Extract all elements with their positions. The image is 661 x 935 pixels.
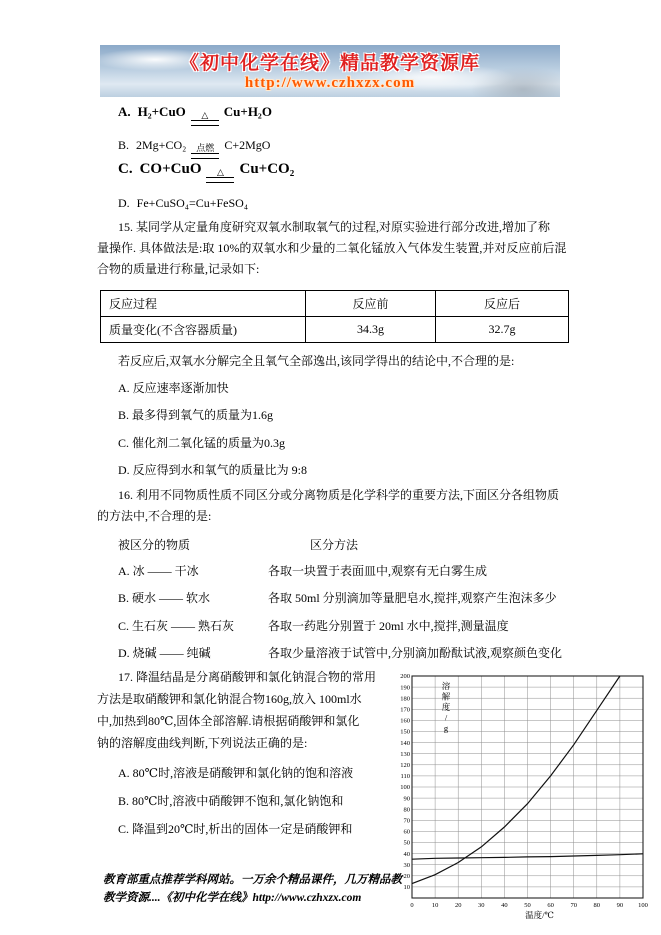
- equation-reactants: CO+CuO: [139, 161, 202, 177]
- option-label: A.: [118, 104, 131, 119]
- q15-question: 若反应后,双氧水分解完全且氧气全部逸出,该同学得出的结论中,不合理的是:: [118, 354, 515, 368]
- svg-text:130: 130: [400, 750, 410, 758]
- svg-text:60: 60: [403, 828, 410, 836]
- svg-text:100: 100: [638, 902, 648, 909]
- q15-option-b: B. 最多得到氧气的质量为1.6g: [118, 408, 274, 422]
- condition-ignite: 点燃: [196, 143, 215, 153]
- svg-text:60: 60: [547, 902, 554, 909]
- x-axis-label: 温度/℃: [525, 910, 554, 920]
- svg-text:50: 50: [403, 839, 410, 847]
- table-header-cell: 反应前: [306, 291, 436, 317]
- svg-text:170: 170: [400, 706, 410, 714]
- q16-row-a-pair: A. 冰 —— 干冰: [118, 564, 199, 578]
- q17-stem-line: 方法是取硝酸钾和氯化钠混合物160g,放入 100ml水: [97, 692, 362, 706]
- table-header-cell: 反应过程: [101, 291, 306, 317]
- y-axis-label-char: /: [444, 712, 448, 723]
- q16-row-b-pair: B. 硬水 —— 软水: [118, 591, 211, 605]
- equation-reactants: 2Mg+CO₂: [136, 138, 187, 152]
- q17-stem-line: 钠的溶解度曲线判断,下列说法正确的是:: [97, 736, 308, 750]
- svg-text:90: 90: [616, 902, 624, 909]
- solubility-chart: [388, 666, 654, 922]
- y-axis-label-char: 度: [441, 702, 451, 712]
- svg-text:40: 40: [501, 902, 508, 909]
- site-banner: [100, 45, 560, 97]
- table-header-cell: 反应后: [436, 291, 569, 317]
- banner-url: http://www.czhxzx.com: [244, 75, 416, 91]
- svg-text:190: 190: [400, 684, 410, 692]
- mass-table: [100, 290, 569, 343]
- option-label: C.: [118, 161, 133, 177]
- q15-option-d: D. 反应得到水和氧气的质量比为 9:8: [118, 463, 308, 477]
- q15-stem-line: 量操作. 具体做法是:取 10%的双氧水和少量的二氧化锰放入气体发生装置,并对反应前后混: [97, 241, 567, 255]
- svg-text:120: 120: [400, 762, 410, 769]
- option-label: D.: [118, 196, 130, 210]
- table-cell: 质量变化(不含容器质量): [101, 317, 306, 343]
- svg-text:70: 70: [570, 902, 577, 909]
- svg-text:110: 110: [400, 773, 410, 781]
- equation-products: Cu+CO₂: [239, 161, 295, 177]
- q16-stem-line: 的方法中,不合理的是:: [97, 509, 212, 523]
- svg-text:30: 30: [478, 902, 485, 909]
- reaction-condition-arrow: [206, 168, 234, 183]
- q17-option-b: B. 80℃时,溶液中硝酸钾不饱和,氯化钠饱和: [118, 794, 344, 808]
- svg-text:200: 200: [400, 673, 410, 681]
- svg-text:90: 90: [403, 795, 410, 803]
- reaction-condition-arrow: [191, 111, 219, 126]
- reaction-condition-arrow: [191, 144, 219, 159]
- footer-line: 教育部重点推荐学科网站。一万余个精品课件，几万精品教: [103, 874, 402, 886]
- q16-row-a-method: 各取一块置于表面皿中,观察有无白雾生成: [268, 564, 488, 578]
- banner-title: 《初中化学在线》精品教学资源库: [179, 53, 480, 74]
- double-line-icon: [206, 177, 234, 183]
- q15-option-a: A. 反应速率逐渐加快: [118, 381, 229, 395]
- table-cell-mass-after: 32.7g: [436, 317, 569, 343]
- q16-stem-line: 16. 利用不同物质性质不同区分或分离物质是化学科学的重要方法,下面区分各组物质: [118, 488, 560, 502]
- svg-text:10: 10: [431, 902, 439, 909]
- condition-delta: △: [201, 110, 209, 120]
- option-label: B.: [118, 138, 130, 152]
- svg-text:0: 0: [410, 902, 414, 909]
- solubility-chart-svg: [388, 666, 654, 922]
- q17-option-c: C. 降温到20℃时,析出的固体一定是硝酸钾和: [118, 822, 353, 836]
- svg-text:20: 20: [403, 873, 410, 880]
- y-axis-label-char: 溶: [441, 681, 451, 691]
- q16-row-c-pair: C. 生石灰 —— 熟石灰: [118, 619, 235, 633]
- q15-stem-line: 合物的质量进行称量,记录如下:: [97, 262, 260, 276]
- double-line-icon: [191, 120, 219, 126]
- q16-row-d-pair: D. 烧碱 —— 纯碱: [118, 646, 211, 660]
- y-axis-label-char: g: [443, 723, 449, 733]
- svg-text:30: 30: [403, 861, 410, 869]
- svg-text:100: 100: [400, 784, 410, 792]
- svg-text:140: 140: [400, 739, 410, 747]
- q17-stem-line: 17. 降温结晶是分离硝酸钾和氯化钠混合物的常用: [118, 670, 377, 684]
- table-cell-mass-before: 34.3g: [306, 317, 436, 343]
- svg-text:10: 10: [403, 884, 410, 892]
- condition-delta: △: [217, 167, 224, 177]
- equation-option-d: [118, 196, 248, 211]
- q16-col1-header: 被区分的物质: [118, 538, 191, 552]
- q16-row-b-method: 各取 50ml 分别滴加等量肥皂水,搅拌,观察产生泡沫多少: [268, 591, 557, 605]
- svg-text:40: 40: [403, 850, 410, 858]
- footer-line: 教学资源....《初中化学在线》http://www.czhxzx.com: [103, 892, 362, 904]
- svg-text:50: 50: [524, 902, 531, 909]
- svg-text:20: 20: [454, 902, 462, 909]
- q15-option-c: C. 催化剂二氧化锰的质量为0.3g: [118, 436, 286, 450]
- q16-row-d-method: 各取少量溶液于试管中,分别滴加酚酞试液,观察颜色变化: [268, 646, 563, 660]
- q15-stem-line: 15. 某同学从定量角度研究双氧水制取氧气的过程,对原实验进行部分改进,增加了称: [118, 220, 551, 234]
- equation-products: C+2MgO: [224, 138, 271, 152]
- q16-col2-header: 区分方法: [310, 538, 359, 552]
- equation-option-a: [118, 104, 272, 126]
- table-row: [101, 291, 569, 317]
- double-line-icon: [191, 153, 219, 159]
- svg-text:70: 70: [403, 817, 410, 825]
- y-axis-label-char: 解: [441, 691, 451, 702]
- equation-reactants: H₂+CuO: [137, 104, 186, 119]
- equation-products: Cu+H₂O: [223, 104, 272, 119]
- equation-option-b: [118, 138, 270, 159]
- q16-row-c-method: 各取一药匙分别置于 20ml 水中,搅拌,测量温度: [268, 619, 509, 633]
- svg-text:80: 80: [593, 902, 601, 909]
- table-row: [101, 317, 569, 343]
- equation-option-c: [118, 161, 294, 183]
- svg-text:160: 160: [400, 717, 410, 725]
- q17-option-a: A. 80℃时,溶液是硝酸钾和氯化钠的饱和溶液: [118, 766, 354, 780]
- svg-text:150: 150: [400, 728, 410, 736]
- svg-text:80: 80: [403, 806, 410, 814]
- equation-full: Fe+CuSO₄=Cu+FeSO₄: [136, 196, 249, 210]
- svg-text:180: 180: [400, 695, 410, 703]
- q17-stem-line: 中,加热到80℃,固体全部溶解.请根据硝酸钾和氯化: [97, 714, 360, 728]
